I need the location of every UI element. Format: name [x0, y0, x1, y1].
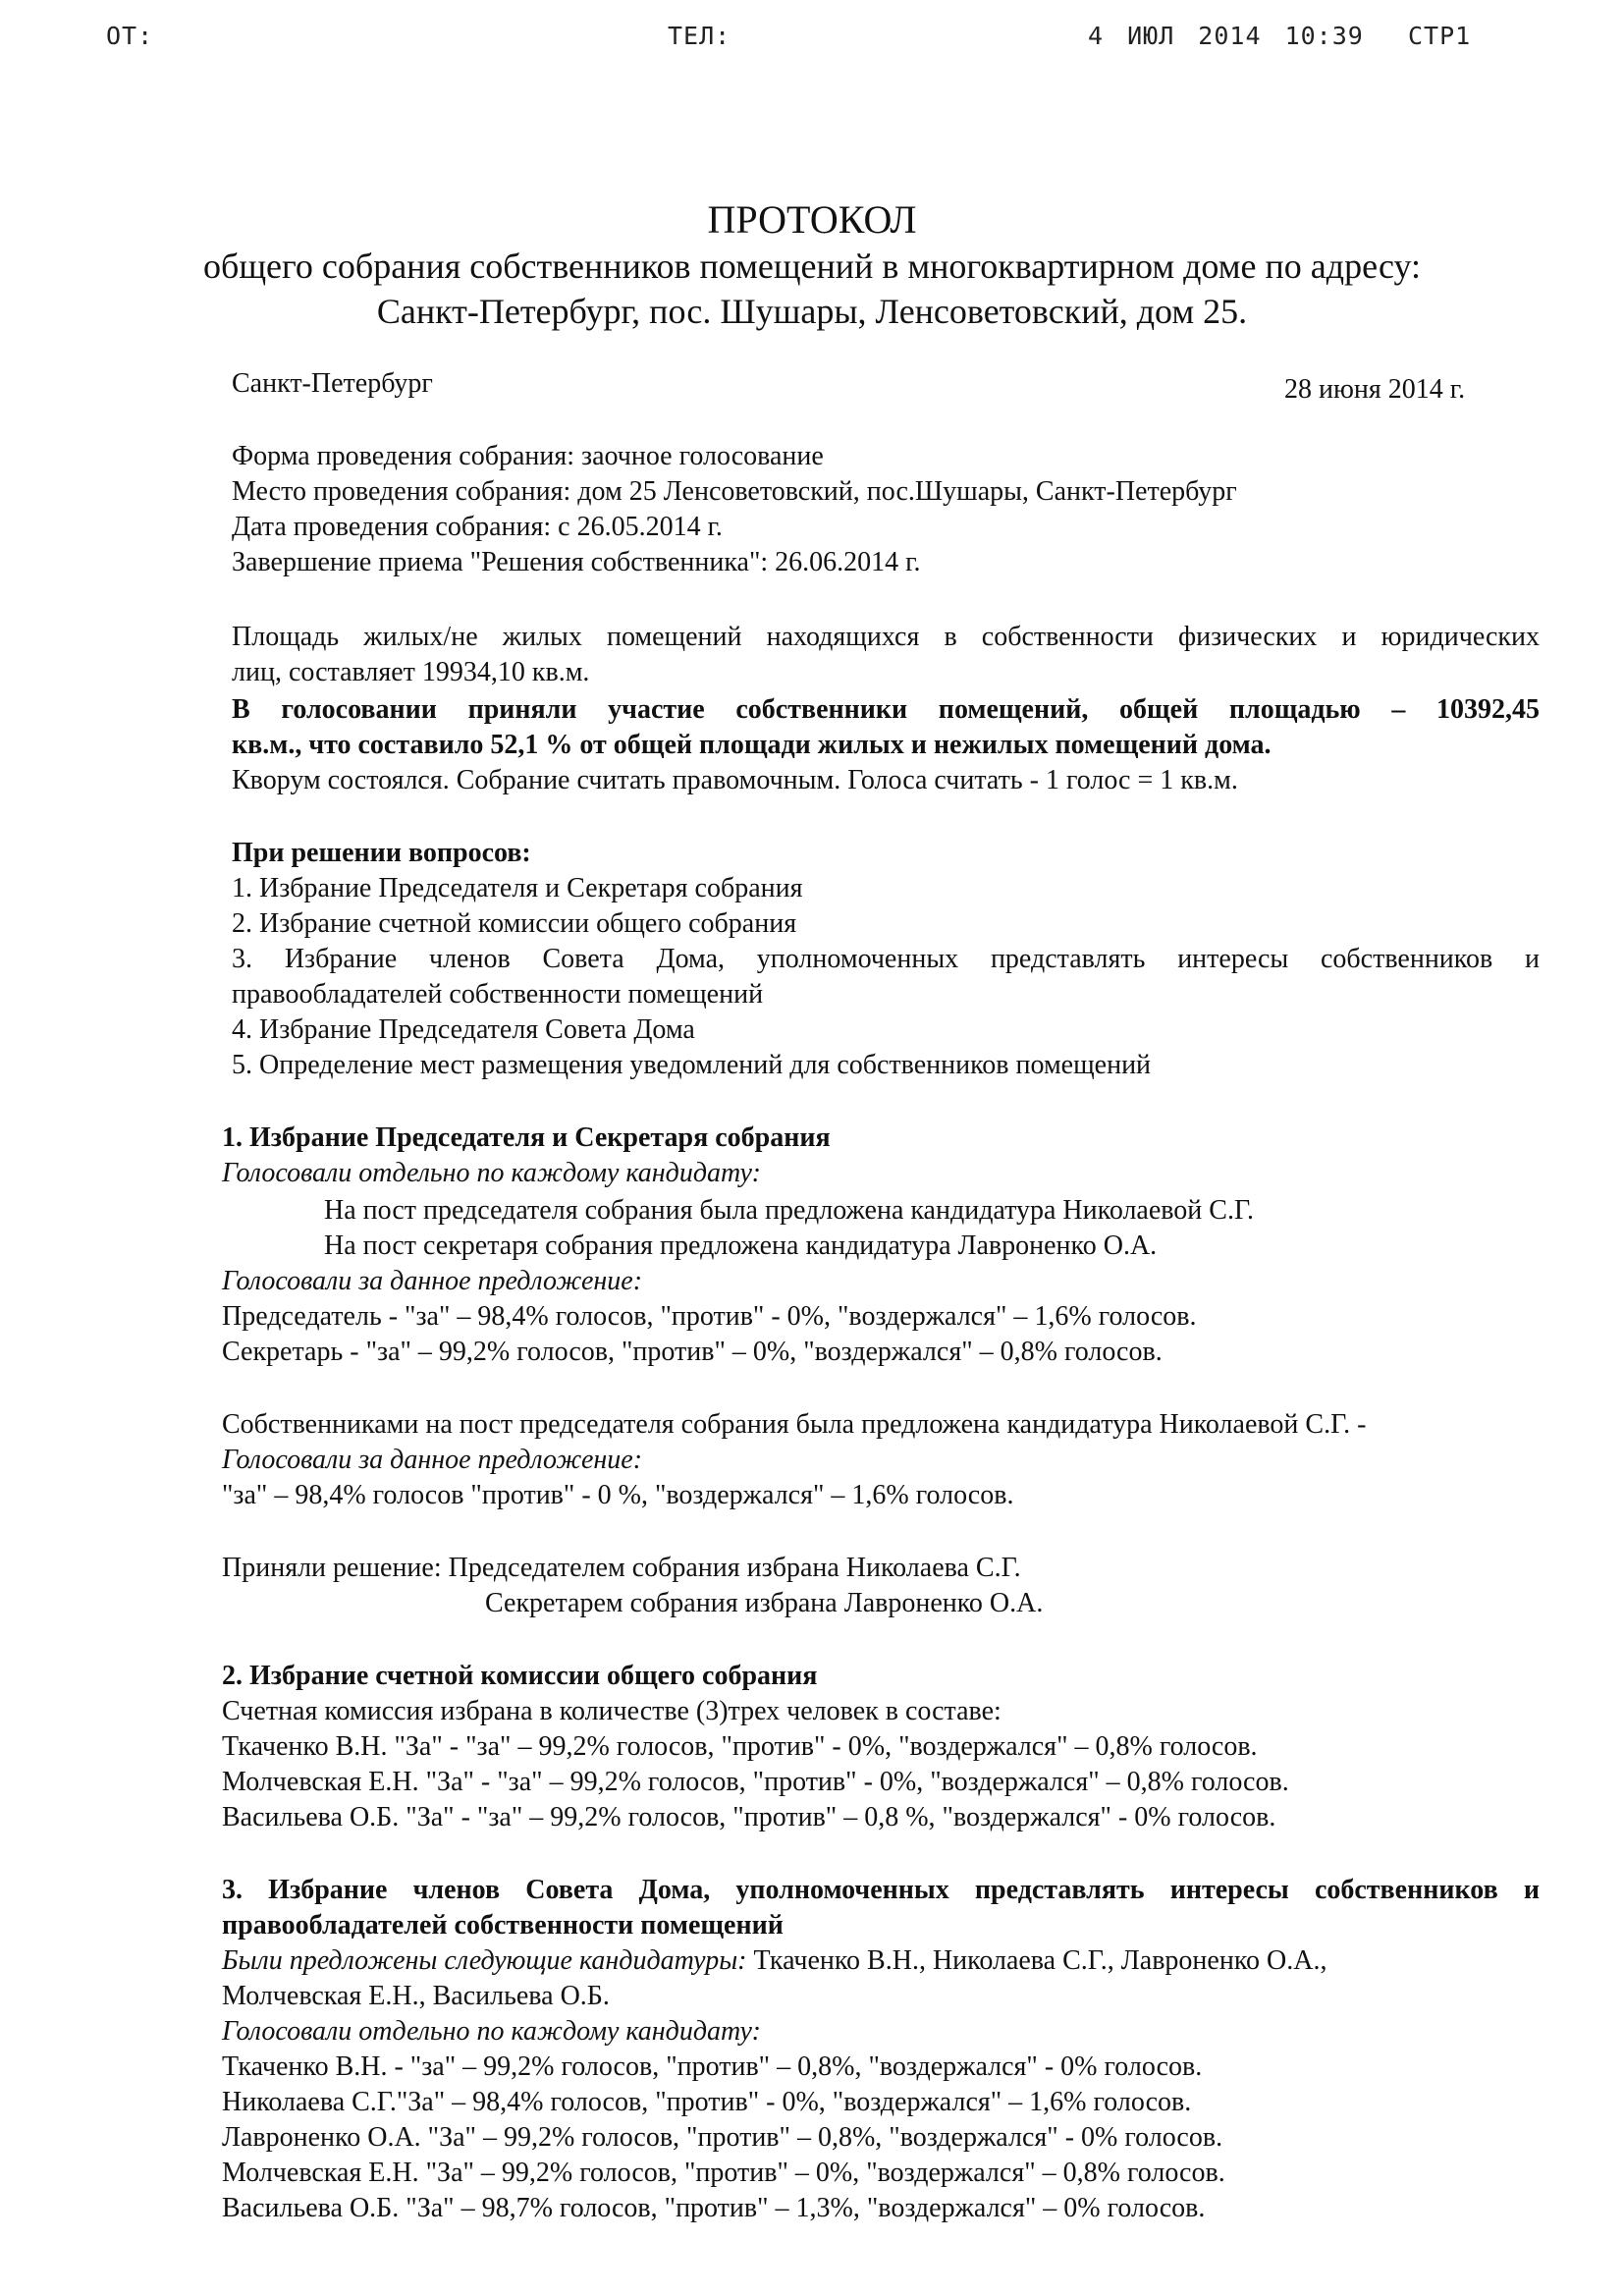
- section3-result: Лавроненко О.А. "За" – 99,2% голосов, "против" – 0,8%, "воздержался" - 0% голосов.: [222, 2122, 1223, 2153]
- section3-result: Ткаченко В.Н. - "за" – 99,2% голосов, "против" – 0,8%, "воздержался" - 0% голосов.: [222, 2051, 1203, 2082]
- agenda-item: правообладателей собственности помещений: [232, 979, 764, 1010]
- section3-result: Молчевская Е.Н. "За" – 99,2% голосов, "против" – 0%, "воздержался" – 0,8% голосов.: [222, 2158, 1225, 2188]
- section2-member: Ткаченко В.Н. "За" - "за" – 99,2% голосов, "против" - 0%, "воздержался" – 0,8% голосов.: [222, 1731, 1258, 1762]
- participation-line-1: В голосовании приняли участие собственники помещений, общей площадью – 10392,45: [232, 694, 1540, 725]
- fax-date: 4 ИЮЛ 2014 10:39: [1088, 22, 1364, 50]
- section1-nominee-secretary: На пост секретаря собрания предложена кандидатура Лавроненко О.А.: [324, 1230, 1158, 1261]
- section2-intro: Счетная комиссия избрана в количестве (3)трех человек в составе:: [222, 1696, 1001, 1726]
- section3-heading-2: правообладателей собственности помещений: [222, 1910, 784, 1941]
- document-date: 28 июня 2014 г.: [1284, 374, 1466, 405]
- section3-result: Васильева О.Б. "За" – 98,7% голосов, "против" – 1,3%, "воздержался" – 0% голосов.: [222, 2193, 1206, 2223]
- section1-voted-separately: Голосовали отдельно по каждому кандидату:: [222, 1158, 761, 1188]
- section1-secretary-result: Секретарь - "за" – 99,2% голосов, "против" – 0%, "воздержался" – 0,8% голосов.: [222, 1337, 1163, 1367]
- section3-proposed-names: Ткаченко В.Н., Николаева С.Г., Лавроненко О.А.,: [746, 1945, 1327, 1976]
- section1-chair-result: Председатель - "за" – 98,4% голосов, "против" - 0%, "воздержался" – 1,6% голосов.: [222, 1301, 1197, 1332]
- meeting-place: Место проведения собрания: дом 25 Ленсоветовский, пос.Шушары, Санкт-Петербург: [232, 476, 1237, 507]
- document-subtitle-1: общего собрания собственников помещений в многоквартирном доме по адресу:: [203, 246, 1421, 286]
- section2-member: Васильева О.Б. "За" - "за" – 99,2% голосов, "против" – 0,8 %, "воздержался" - 0% голосов.: [222, 1802, 1276, 1832]
- section1-decision-1: Приняли решение: Председателем собрания избрана Николаева С.Г.: [222, 1553, 1021, 1583]
- agenda-item: 2. Избрание счетной комиссии общего собрания: [232, 908, 797, 939]
- agenda-heading: При решении вопросов:: [232, 838, 531, 868]
- document-subtitle-2: Санкт-Петербург, пос. Шушары, Ленсоветовский, дом 25.: [376, 292, 1248, 331]
- fax-from-label: ОТ:: [106, 22, 154, 50]
- section3-proposed-names-2: Молчевская Е.Н., Васильева О.Б.: [222, 1981, 610, 2011]
- section3-heading-1: 3. Избрание членов Совета Дома, уполномоченных представлять интересы собственников и: [222, 1875, 1540, 1905]
- fax-page-number: СТР1: [1408, 22, 1472, 50]
- section3-voted-separately: Голосовали отдельно по каждому кандидату:: [222, 2016, 761, 2047]
- section2-member: Молчевская Е.Н. "За" - "за" – 99,2% голосов, "против" - 0%, "воздержался" – 0,8% голосов.: [222, 1767, 1289, 1797]
- meeting-date: Дата проведения собрания: с 26.05.2014 г.: [232, 512, 723, 542]
- agenda-item: 5. Определение мест размещения уведомлений для собственников помещений: [232, 1050, 1152, 1080]
- quorum-line: Кворум состоялся. Собрание считать правомочным. Голоса считать - 1 голос = 1 кв.м.: [232, 765, 1238, 795]
- participation-line-2: кв.м., что составило 52,1 % от общей площади жилых и нежилых помещений дома.: [232, 730, 1272, 760]
- section1-heading: 1. Избрание Председателя и Секретаря собрания: [222, 1122, 831, 1153]
- meeting-form: Форма проведения собрания: заочное голосование: [232, 441, 824, 471]
- section1-nominee-chair: На пост председателя собрания была предложена кандидатура Николаевой С.Г.: [324, 1195, 1254, 1226]
- place-city: Санкт-Петербург: [232, 368, 433, 399]
- section1-result-2: "за" – 98,4% голосов "против" - 0 %, "воздержался" – 1,6% голосов.: [222, 1480, 1014, 1510]
- document-title: ПРОТОКОЛ: [707, 197, 917, 242]
- section3-proposed: [222, 1944, 1326, 1978]
- section3-result: Николаева С.Г."За" – 98,4% голосов, "против" - 0%, "воздержался" – 1,6% голосов.: [222, 2087, 1192, 2117]
- section1-owners-nominee: Собственниками на пост председателя собрания была предложена кандидатура Николаевой С.Г. -: [222, 1409, 1367, 1440]
- section3-proposed-label: Были предложены следующие кандидатуры:: [222, 1945, 747, 1976]
- area-line-2: лиц, составляет 19934,10 кв.м.: [232, 657, 590, 687]
- agenda-item: 1. Избрание Председателя и Секретаря собрания: [232, 873, 803, 903]
- section1-voted-for: Голосовали за данное предложение:: [222, 1266, 643, 1296]
- agenda-item: 3. Избрание членов Совета Дома, уполномоченных представлять интересы собственников и: [232, 944, 1540, 974]
- meeting-end: Завершение приема "Решения собственника": 26.06.2014 г.: [232, 547, 921, 577]
- section1-decision-2: Секретарем собрания избрана Лавроненко О.А.: [485, 1588, 1044, 1618]
- section2-heading: 2. Избрание счетной комиссии общего собрания: [222, 1661, 818, 1691]
- fax-tel-label: ТЕЛ:: [668, 22, 731, 50]
- section1-voted-for-2: Голосовали за данное предложение:: [222, 1445, 643, 1475]
- area-line-1: Площадь жилых/не жилых помещений находящихся в собственности физических и юридических: [232, 622, 1540, 652]
- agenda-item: 4. Избрание Председателя Совета Дома: [232, 1014, 695, 1045]
